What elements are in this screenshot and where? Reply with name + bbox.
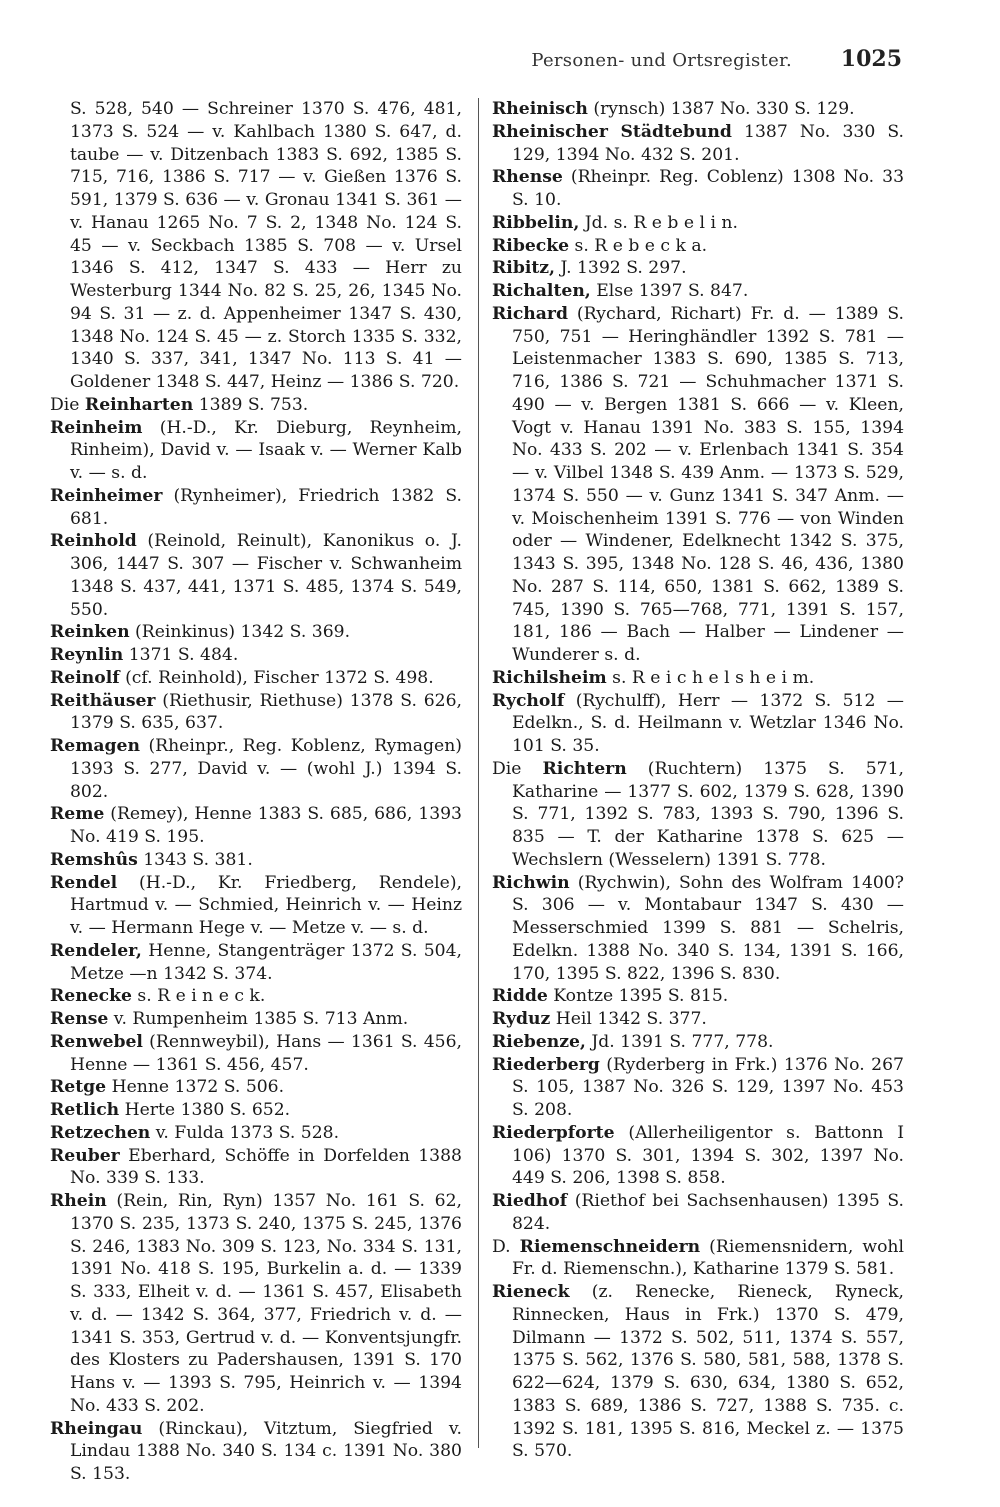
- entry-headword: Rycholf: [492, 690, 565, 711]
- index-entry: [50, 940, 462, 986]
- entry-headword: Reithäuser: [50, 690, 156, 711]
- entry-headword: Reuber: [50, 1145, 120, 1166]
- entry-text: Henne, Stangenträger 1372 S. 504, Metze —n 1342 S. 374.: [70, 940, 462, 984]
- entry-headword: Retge: [50, 1077, 107, 1098]
- entry-text: (Rinckau), Vitztum, Siegfried v. Lindau 1388 No. 340 S. 134 c. 1391 No. 380 S. 153.: [70, 1418, 462, 1484]
- entry-headword: Ridde: [492, 986, 548, 1007]
- index-entry: [50, 1145, 462, 1191]
- entry-text: J. 1392 S. 297.: [555, 258, 687, 279]
- entry-headword: Remagen: [50, 736, 140, 756]
- entry-text: Heil 1342 S. 377.: [550, 1009, 707, 1029]
- page-header: [50, 46, 902, 76]
- index-entry: [50, 98, 462, 394]
- entry-headword: Ribitz,: [492, 258, 556, 279]
- entry-headword: Rhense: [492, 167, 563, 188]
- right-column: [492, 98, 904, 1463]
- entry-text: (Rheinpr., Reg. Koblenz, Rymagen) 1393 S. 277, David v. — (wohl J.) 1394 S. 802.: [70, 736, 462, 802]
- index-entry: [50, 667, 462, 690]
- entry-prefix: D.: [492, 1236, 520, 1257]
- entry-text: (Ryderberg in Frk.) 1376 No. 267 S. 105, 1387 No. 326 S. 129, 1397 No. 453 S. 208.: [512, 1054, 904, 1120]
- entry-text: (Riemensnidern, wohl Fr. d. Riemenschn.), Katharine 1379 S. 581.: [512, 1236, 904, 1280]
- entry-headword: Richtern: [542, 758, 627, 779]
- index-entry: [492, 98, 904, 121]
- entry-headword: Riederberg: [492, 1054, 600, 1075]
- index-entry: [50, 1122, 462, 1145]
- index-entry: [50, 690, 462, 736]
- entry-text: (Ruchtern) 1375 S. 571, Katharine — 1377 S. 602, 1379 S. 628, 1390 S. 771, 1392 S. 783, 1393 S. 790, 1396 S. 835 — T. der Katharine 1378 S. 625 — Wechslern (Wesselern) 1391 S. 778.: [512, 758, 904, 870]
- index-entry: [50, 872, 462, 940]
- index-entry: [50, 417, 462, 485]
- entry-text: (Rynheimer), Friedrich 1382 S. 681.: [70, 485, 462, 529]
- entry-headword: Rieneck: [492, 1282, 570, 1302]
- index-entry: [492, 690, 904, 758]
- entry-headword: Rheinischer Städtebund: [492, 121, 732, 142]
- index-entry: [50, 394, 462, 417]
- index-entry: [50, 530, 462, 621]
- index-entry: [50, 735, 462, 803]
- entry-headword: Retlich: [50, 1100, 120, 1120]
- left-column: [50, 98, 462, 1486]
- entry-headword: Richalten,: [492, 281, 591, 301]
- entry-headword: Rendeler,: [50, 940, 142, 961]
- index-entry: [50, 1418, 462, 1486]
- index-entry: [50, 644, 462, 667]
- entry-headword: Ryduz: [492, 1009, 551, 1029]
- entry-text: v. Fulda 1373 S. 528.: [150, 1122, 340, 1143]
- index-entry: [492, 1190, 904, 1236]
- entry-headword: Reinken: [50, 622, 130, 643]
- entry-text: (rynsch) 1387 No. 330 S. 129.: [587, 99, 855, 119]
- index-entry: [50, 803, 462, 849]
- index-entry: [492, 1054, 904, 1122]
- index-entry: [492, 1281, 904, 1463]
- entry-headword: Ribecke: [492, 235, 570, 256]
- entry-headword: Riederpforte: [492, 1122, 615, 1143]
- entry-headword: Rheinisch: [492, 99, 588, 119]
- entry-text: 1387 No. 330 S. 129, 1394 No. 432 S. 201.: [512, 121, 904, 165]
- entry-text: (Remey), Henne 1383 S. 685, 686, 1393 No. 419 S. 195.: [70, 804, 462, 847]
- index-entry: [492, 872, 904, 986]
- entry-text: 1371 S. 484.: [123, 645, 239, 665]
- entry-headword: Riemenschneidern: [519, 1236, 701, 1257]
- entry-text: (Rein, Rin, Ryn) 1357 No. 161 S. 62, 1370 S. 235, 1373 S. 240, 1375 S. 245, 1376 S. 246, 1383 No. 309 S. 123, No. 334 S. 131, 1391 No. 418 S. 195, Burkelin a. d. — 1339 S. 333, Elheit v. d. — 1361 S. 457, Elisabeth v. d. — 1342 S. 364, 377, Friedrich v. d. — 1341 S. 353, Gertrud v. d. — Konventsjungfr. des Klosters zu Padershausen, 1391 S. 170 Hans v. — 1393 S. 795, Heinrich v. — 1394 No. 433 S. 202.: [70, 1191, 462, 1416]
- entry-text: (Reinold, Reinult), Kanonikus o. J. 306, 1447 S. 307 — Fischer v. Schwanheim 1348 S. 437, 441, 1371 S. 485, 1374 S. 549, 550.: [70, 531, 462, 620]
- entry-headword: Reme: [50, 804, 105, 825]
- entry-headword: Retzechen: [50, 1122, 151, 1143]
- entry-text: s. R e i c h e l s h e i m.: [606, 667, 815, 688]
- entry-text: (Reinkinus) 1342 S. 369.: [129, 622, 351, 643]
- entry-headword: Richilsheim: [492, 667, 607, 688]
- entry-text: (z. Renecke, Rieneck, Ryneck, Rinnecken, Haus in Frk.) 1370 S. 479, Dilmann — 1372 S. 502, 511, 1374 S. 557, 1375 S. 562, 1376 S. 580, 581, 588, 1378 S. 622—624, 1379 S. 630, 634, 1380 S. 652, 1383 S. 689, 1386 S. 727, 1388 S. 735. c. 1392 S. 181, 1395 S. 816, Meckel z. — 1375 S. 570.: [512, 1282, 904, 1462]
- entry-text: v. Rumpenheim 1385 S. 713 Anm.: [108, 1009, 409, 1029]
- entry-text: Jd. 1391 S. 777, 778.: [585, 1031, 774, 1052]
- entry-text: Eberhard, Schöffe in Dorfelden 1388 No. 339 S. 133.: [70, 1145, 462, 1189]
- entry-headword: Rheingau: [50, 1418, 143, 1439]
- index-entry: [50, 1031, 462, 1077]
- entry-prefix: Die: [50, 394, 85, 415]
- entry-text: (Rennweybil), Hans — 1361 S. 456, Henne — 1361 S. 456, 457.: [70, 1031, 462, 1075]
- entry-text: 1389 S. 753.: [193, 394, 309, 415]
- index-entry: [492, 667, 904, 690]
- entry-text: (H.-D., Kr. Dieburg, Reynheim, Rinheim), David v. — Isaak v. — Werner Kalb v. — s. d.: [70, 417, 462, 483]
- running-title: Personen- und Ortsregister.: [531, 50, 792, 71]
- index-entry: [492, 280, 904, 303]
- entry-text: (Rheinpr. Reg. Coblenz) 1308 No. 33 S. 10.: [512, 167, 904, 210]
- entry-text: (Riethof bei Sachsenhausen) 1395 S. 824.: [512, 1191, 904, 1234]
- entry-text: Kontze 1395 S. 815.: [547, 986, 729, 1007]
- entry-headword: Reynlin: [50, 645, 124, 665]
- entry-text: Else 1397 S. 847.: [590, 281, 749, 301]
- index-entry: [492, 257, 904, 280]
- entry-headword: Richard: [492, 303, 568, 324]
- entry-headword: Ribbelin,: [492, 212, 580, 233]
- index-entry: [50, 1008, 462, 1031]
- index-entry: [492, 235, 904, 258]
- entry-headword: Reinolf: [50, 667, 120, 688]
- entry-text: (Rychulff), Herr — 1372 S. 512 — Edelkn., S. d. Heilmann v. Wetzlar 1346 No. 101 S. 35.: [512, 690, 904, 756]
- entry-headword: Renwebel: [50, 1031, 143, 1052]
- index-entry: [50, 985, 462, 1008]
- index-entry: [492, 303, 904, 667]
- entry-text: (Rychwin), Sohn des Wolfram 1400? S. 306 — v. Montabaur 1347 S. 430 — Messerschmied 1399 S. 881 — Schelris, Edelkn. 1388 No. 340 S. 134, 1391 S. 166, 170, 1395 S. 822, 1396 S. 830.: [512, 872, 904, 984]
- index-entry: [492, 212, 904, 235]
- entry-text: s. R e i n e c k.: [131, 986, 266, 1007]
- entry-text: s. R e b e c k a.: [569, 235, 708, 256]
- index-entry: [50, 1099, 462, 1122]
- column-divider: [478, 98, 479, 1448]
- index-entry: [492, 121, 904, 167]
- index-entry: [50, 1076, 462, 1099]
- entry-text: 1343 S. 381.: [137, 849, 253, 870]
- entry-headword: Riedhof: [492, 1191, 568, 1211]
- entry-headword: Reinheim: [50, 417, 143, 438]
- entry-headword: Renecke: [50, 986, 132, 1007]
- index-entry: [50, 849, 462, 872]
- entry-headword: Rendel: [50, 872, 118, 893]
- index-entry: [50, 621, 462, 644]
- index-entry: [492, 1122, 904, 1190]
- index-entry: [492, 758, 904, 872]
- entry-text: Henne 1372 S. 506.: [106, 1077, 285, 1098]
- index-entry: [492, 1236, 904, 1282]
- entry-headword: Riebenze,: [492, 1031, 586, 1052]
- entry-headword: Rhein: [50, 1191, 107, 1211]
- entry-headword: Reinhold: [50, 531, 137, 552]
- entry-headword: Reinharten: [84, 394, 194, 415]
- entry-headword: Rense: [50, 1009, 109, 1029]
- page-number: 1025: [840, 46, 902, 72]
- entry-text: (H.-D., Kr. Friedberg, Rendele), Hartmud v. — Schmied, Heinrich v. — Heinz v. — Hermann Hege v. — Metze v. — s. d.: [70, 872, 462, 938]
- entry-headword: Reinheimer: [50, 485, 163, 506]
- entry-text: (Allerheiligentor s. Battonn I 106) 1370 S. 301, 1394 S. 302, 1397 No. 449 S. 206, 1398 S. 858.: [512, 1122, 904, 1189]
- index-entry: [492, 985, 904, 1008]
- entry-headword: Remshûs: [50, 849, 138, 870]
- index-entry: [492, 1031, 904, 1054]
- entry-text: (Rychard, Richart) Fr. d. — 1389 S. 750, 751 — Heringhändler 1392 S. 781 — Leistenmacher 1383 S. 690, 1385 S. 713, 716, 1386 S. 721 — Schuhmacher 1371 S. 490 — v. Bergen 1381 S. 666 — v. Kleen, Vogt v. Hanau 1391 No. 383 S. 155, 1394 No. 433 S. 202 — v. Erlenbach 1341 S. 354 — v. Vilbel 1348 S. 439 Anm. — 1373 S. 529, 1374 S. 550 — v. Gunz 1341 S. 347 Anm. — v. Moischenheim 1391 S. 776 — von Winden oder — Windener, Edelknecht 1342 S. 375, 1343 S. 395, 1348 No. 128 S. 46, 436, 1380 No. 287 S. 114, 650, 1381 S. 662, 1389 S. 745, 1390 S. 765—768, 771, 1391 S. 157, 181, 186 — Bach — Halber — Lindener — Wunderer s. d.: [512, 303, 904, 665]
- entry-text: Herte 1380 S. 652.: [119, 1100, 291, 1120]
- entry-text: Jd. s. R e b e l i n.: [579, 212, 738, 233]
- entry-text: S. 528, 540 — Schreiner 1370 S. 476, 481, 1373 S. 524 — v. Kahlbach 1380 S. 647, d. taube — v. Ditzenbach 1383 S. 692, 1385 S. 715, 716, 1386 S. 717 — v. Gießen 1376 S. 591, 1379 S. 636 — v. Gronau 1341 S. 361 — v. Hanau 1265 No. 7 S. 2, 1348 No. 124 S. 45 — v. Seckbach 1385 S. 708 — v. Ursel 1346 S. 412, 1347 S. 433 — Herr zu Westerburg 1344 No. 82 S. 25, 26, 1345 No. 94 S. 31 — z. d. Appenheimer 1347 S. 430, 1348 No. 124 S. 45 — z. Storch 1335 S. 332, 1340 S. 337, 341, 1347 No. 113 S. 41 — Goldener 1348 S. 447, Heinz — 1386 S. 720.: [70, 99, 462, 392]
- index-entry: [492, 166, 904, 212]
- entry-text: (cf. Reinhold), Fischer 1372 S. 498.: [119, 667, 434, 688]
- index-entry: [50, 1190, 462, 1418]
- entry-text: (Riethusir, Riethuse) 1378 S. 626, 1379 S. 635, 637.: [70, 690, 462, 734]
- index-entry: [492, 1008, 904, 1031]
- entry-prefix: Die: [492, 758, 543, 779]
- entry-headword: Richwin: [492, 872, 570, 893]
- index-entry: [50, 485, 462, 531]
